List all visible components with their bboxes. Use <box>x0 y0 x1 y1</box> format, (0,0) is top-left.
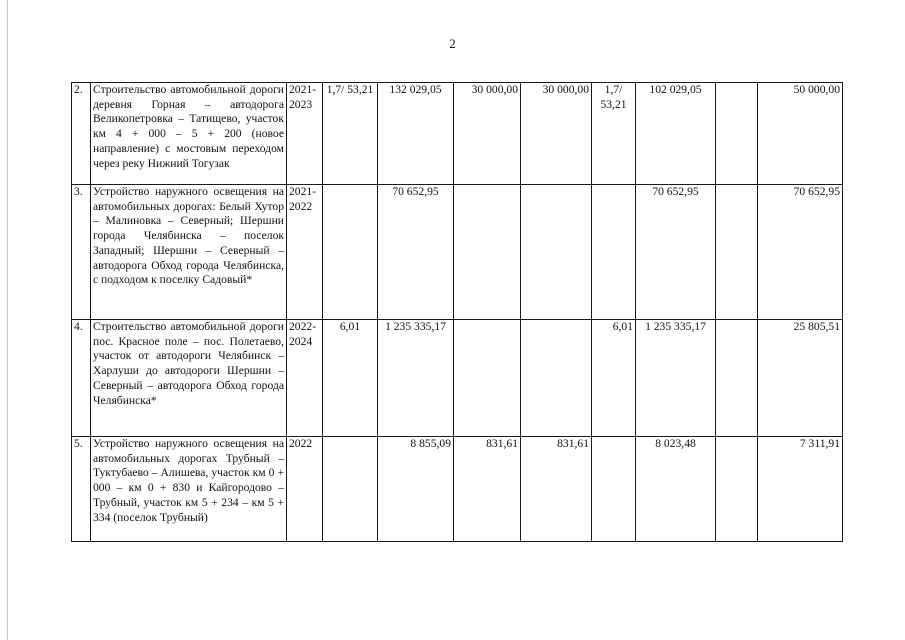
table-row <box>72 320 843 437</box>
object-name: Устройство наружного освещения на автомобильных дорогах Трубный – Туктубаево – Алишева, участок км 0 + 000 – км 0 + 830 и Кайгородово – Трубный, участок км 5 + 234 – км 5 + 334 (поселок Трубный) <box>91 437 287 542</box>
total-cell: 70 652,95 <box>378 185 454 320</box>
value-cell <box>716 185 758 320</box>
row-number: 3. <box>72 185 91 320</box>
value-cell <box>716 437 758 542</box>
value-cell: 30 000,00 <box>521 83 592 185</box>
total-cell: 132 029,05 <box>378 83 454 185</box>
row-number: 4. <box>72 320 91 437</box>
value-cell: 831,61 <box>454 437 521 542</box>
value-cell: 70 652,95 <box>636 185 716 320</box>
length-cell: 1,7/ 53,21 <box>592 83 636 185</box>
length-cell: 6,01 <box>323 320 378 437</box>
total-cell: 1 235 335,17 <box>378 320 454 437</box>
value-cell: 7 311,91 <box>758 437 843 542</box>
row-number: 2. <box>72 83 91 185</box>
length-cell <box>592 437 636 542</box>
table-row <box>72 185 843 320</box>
length-cell: 6,01 <box>592 320 636 437</box>
value-cell <box>521 185 592 320</box>
value-cell: 70 652,95 <box>758 185 843 320</box>
length-cell: 1,7/ 53,21 <box>323 83 378 185</box>
value-cell: 25 805,51 <box>758 320 843 437</box>
table-row <box>72 437 843 542</box>
years-cell: 2021-2023 <box>287 83 323 185</box>
value-cell: 8 023,48 <box>636 437 716 542</box>
value-cell: 1 235 335,17 <box>636 320 716 437</box>
value-cell <box>521 320 592 437</box>
page-number: 2 <box>449 36 456 51</box>
table-row <box>72 83 843 185</box>
years-cell: 2022 <box>287 437 323 542</box>
value-cell: 50 000,00 <box>758 83 843 185</box>
value-cell <box>454 320 521 437</box>
years-cell: 2021-2022 <box>287 185 323 320</box>
row-number: 5. <box>72 437 91 542</box>
value-cell: 30 000,00 <box>454 83 521 185</box>
object-name: Строительство автомобильной дороги деревня Горная – автодорога Великопетровка – Татищево, участок км 4 + 000 – 5 + 200 (новое направление) с мостовым переходом через реку Нижний Тогузак <box>91 83 287 185</box>
value-cell: 831,61 <box>521 437 592 542</box>
value-cell: 102 029,05 <box>636 83 716 185</box>
object-name: Строительство автомобильной дороги пос. Красное поле – пос. Полетаево, участок от автодороги Челябинск – Харлуши до автодороги Шершни – Северный – автодорога Обход города Челябинска* <box>91 320 287 437</box>
total-cell: 8 855,09 <box>378 437 454 542</box>
length-cell <box>592 185 636 320</box>
scan-edge-line <box>7 0 8 640</box>
years-cell: 2022-2024 <box>287 320 323 437</box>
program-table <box>71 82 843 542</box>
length-cell <box>323 437 378 542</box>
value-cell <box>454 185 521 320</box>
value-cell <box>716 83 758 185</box>
length-cell <box>323 185 378 320</box>
object-name: Устройство наружного освещения на автомобильных дорогах: Белый Хутор – Малиновка – Северный; Шершни города Челябинска – поселок Западный; Шершни – Северный – автодорога Обход города Челябинска, с подходом к поселку Садовый* <box>91 185 287 320</box>
value-cell <box>716 320 758 437</box>
